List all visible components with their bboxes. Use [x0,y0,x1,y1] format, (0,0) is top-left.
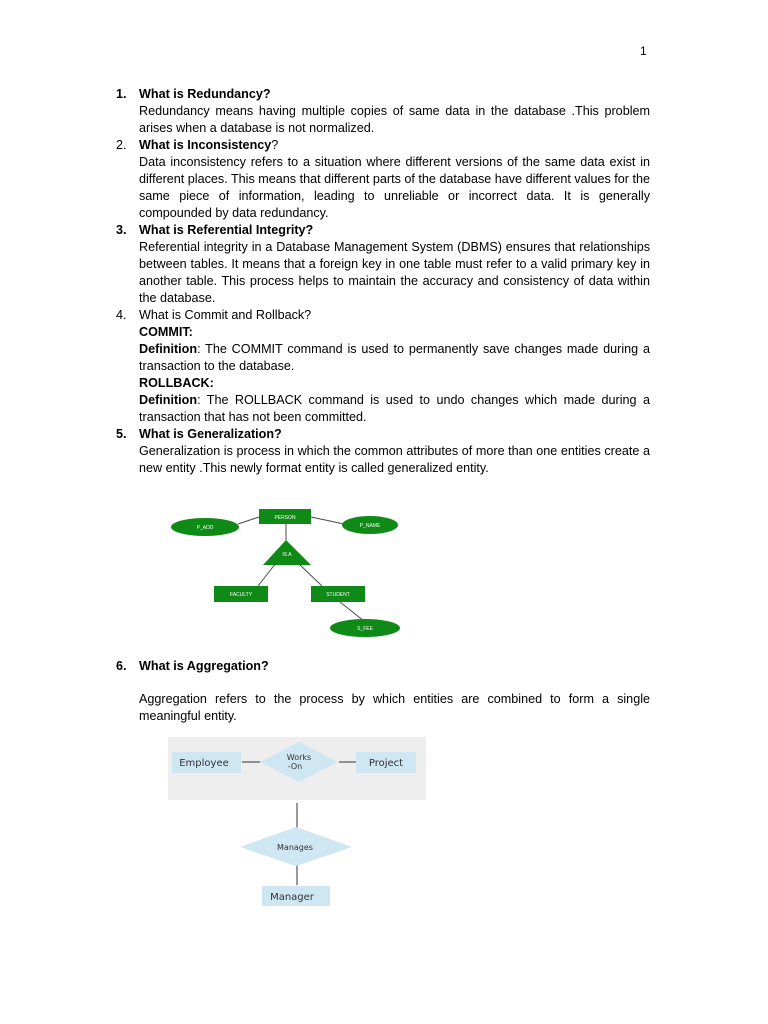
connector-line [298,563,322,586]
page-number: 1 [640,44,647,58]
question-6 [116,658,650,725]
definition-text: : The COMMIT command is used to permanently save changes made during a transaction to the database. [139,342,650,373]
connector-line [311,517,344,524]
question-4 [116,307,650,426]
aggregation-diagram [168,737,426,909]
question-title: What is Commit and Rollback? [139,308,312,322]
question-title-mark: ? [271,138,279,152]
question-number: 5. [116,427,127,441]
definition-text: : The ROLLBACK command is used to undo changes which made during a transaction that has not been committed. [139,393,650,424]
answer-text: Generalization is process in which the common attributes of more than one entities create a new entity .This newly format entity is called generalized entity. [139,444,650,475]
question-3 [116,222,650,307]
connector-line [258,563,276,586]
question-number: 1. [116,87,127,101]
commit-definition [139,341,650,375]
student-label: STUDENT [326,592,350,598]
question-title-bold: What is Inconsistency [139,138,272,152]
manages-label: Manages [277,843,313,852]
answer-text: Redundancy means having multiple copies of same data in the database .This problem arises when a database is not normalized. [139,104,650,135]
question-6-block [116,658,650,725]
p-name-label: P_NAME [359,523,381,529]
faculty-label: FACULTY [229,592,253,598]
employee-label: Employee [179,758,229,769]
diagram-connectors [238,517,364,621]
question-number: 3. [116,223,127,237]
question-title [139,137,650,154]
definition-label: Definition [139,342,198,356]
manager-label: Manager [270,892,314,903]
question-5 [116,426,650,477]
definition-label: Definition [139,393,198,407]
connector-line [238,517,259,524]
question-number: 4. [116,308,127,322]
question-number: 2. [116,138,127,152]
question-2 [116,137,650,222]
question-1 [116,86,650,137]
generalization-diagram [160,493,410,643]
rollback-heading: ROLLBACK: [139,376,214,390]
question-title: What is Aggregation? [139,659,269,673]
question-title: What is Generalization? [139,427,282,441]
question-title: What is Referential Integrity? [139,223,314,237]
answer-text: Data inconsistency refers to a situation where different versions of the same data exist in different places. This means that different parts of the database have different values for the same piece of information, leading to unreliable or incorrect data. It is generally compounded by data redundancy. [139,155,650,220]
s-fee-label: S_FEE [357,626,373,632]
project-label: Project [368,758,404,769]
rollback-definition [139,392,650,426]
connector-line [340,602,364,621]
question-title: What is Redundancy? [139,87,271,101]
document-body [116,86,650,477]
person-label: PERSON [274,515,296,521]
works-on-label-line1: Works [286,753,312,762]
p-add-label: P_ADD [196,525,214,531]
question-number: 6. [116,659,127,673]
works-on-label-line2: -On [287,762,303,771]
spacer [139,675,650,691]
commit-heading: COMMIT: [139,325,193,339]
answer-text: Referential integrity in a Database Management System (DBMS) ensures that relationships between tables. It means that a foreign key in one table must refer to a valid primary key in another table. This process helps to maintain the accuracy and consistency of data within the database. [139,240,650,305]
isa-label: IS A [282,552,292,558]
answer-text: Aggregation refers to the process by which entities are combined to form a single meaningful entity. [139,692,650,723]
